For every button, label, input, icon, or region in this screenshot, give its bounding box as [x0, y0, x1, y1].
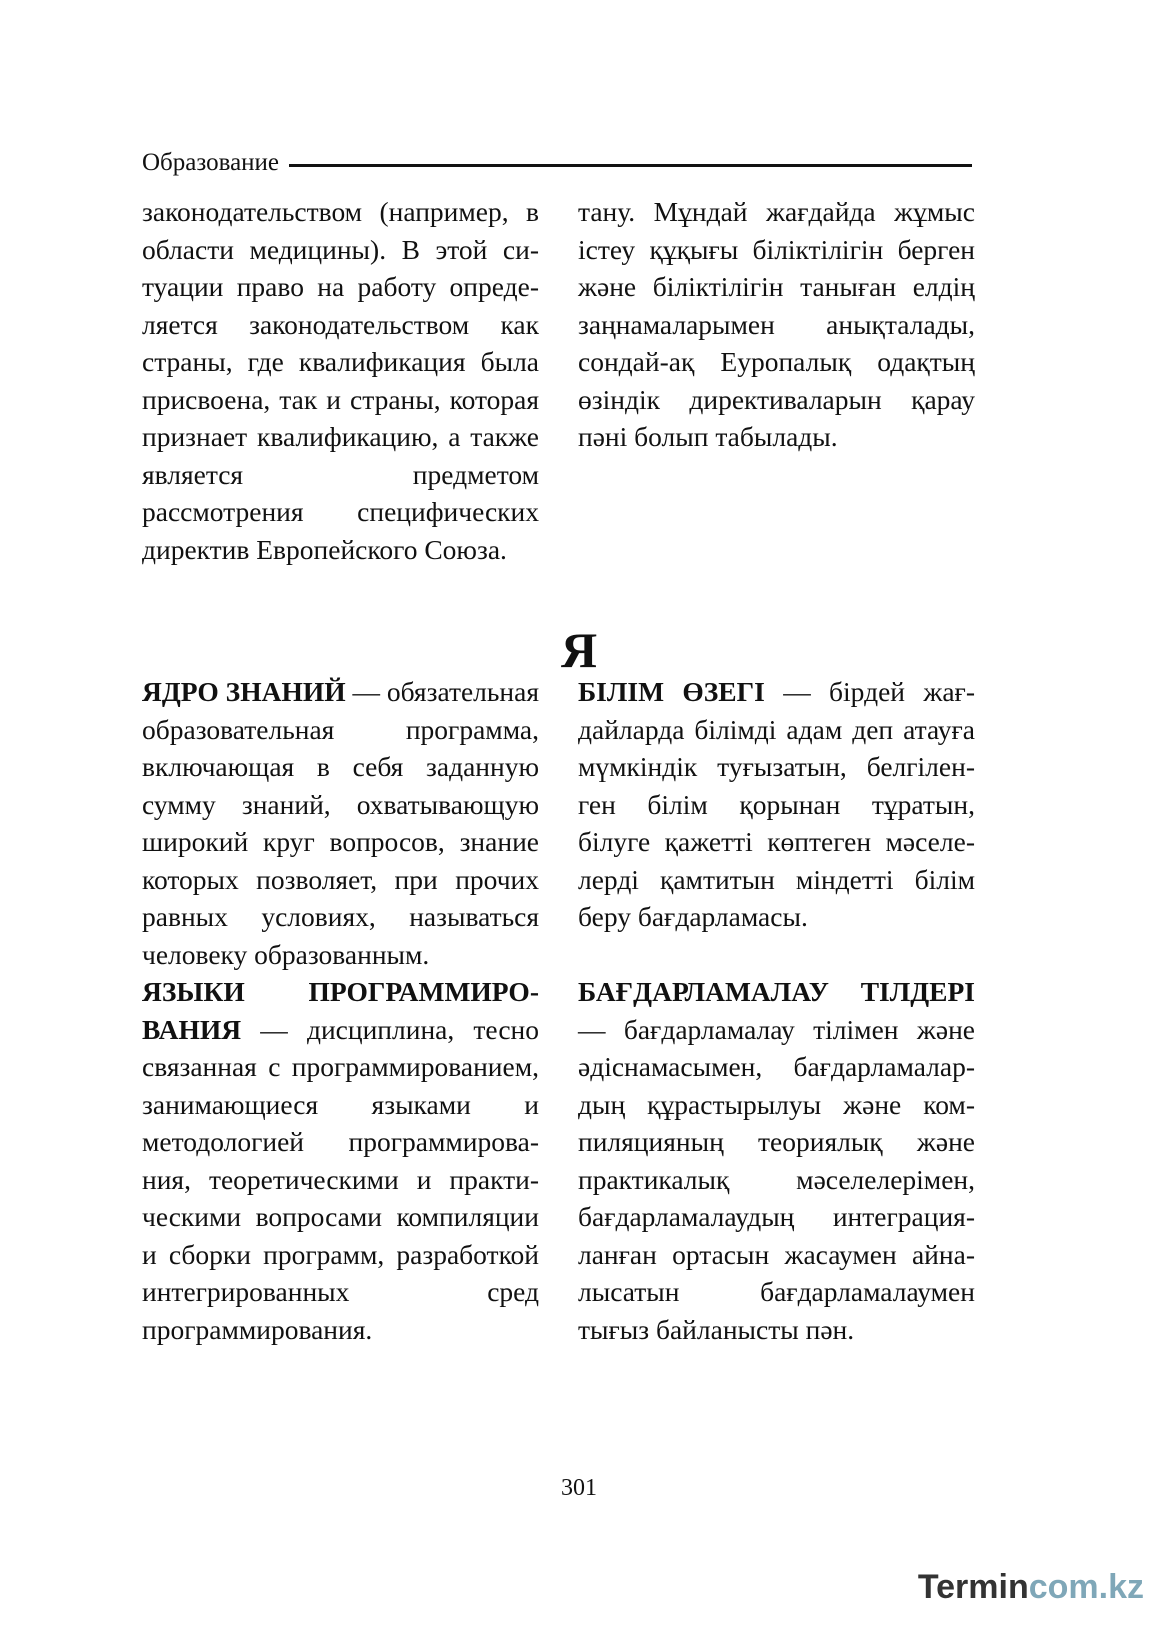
section-title: Образование [142, 149, 280, 176]
running-head [142, 148, 972, 178]
header-rule [289, 164, 972, 167]
section-letter: Я [560, 622, 598, 678]
entry-term: ЯДРО ЗНАНИЙ [142, 676, 346, 707]
entry-definition: — дисциплина, тесно связанная с программированием, занимающиеся языками и методологией программирования, теоретическими и практическими вопросами компиляции и сборки программ, разработкой интегрированных сред программирования. [142, 1013, 539, 1345]
top-left-column [142, 193, 539, 568]
entry-bagdarlamalau-tilderi [578, 973, 975, 1348]
entry-definition: — обязательная образовательная программа, включающая в себя заданную сумму знаний, охватывающую широкий круг вопросов, знание которых позволяет, при прочих равных условиях, называться человеку образованным. [142, 676, 539, 970]
entry-term: БІЛІМ ӨЗЕГІ [578, 676, 765, 707]
watermark-part-1: Termin [917, 1568, 1029, 1606]
continued-text-ru: законодательством (например, в области медицины). В этой ситуации право на работу определяется законодательством как страны, где квалификация была присвоена, так и страны, которая признает квалификацию, а также является предметом рассмотрения специфических директив Европейского Союза. [142, 196, 539, 565]
entry-bilim-ozegi [578, 673, 975, 936]
entry-yazyki-programmirovaniya [142, 973, 539, 1348]
entry-term: БАҒДАРЛАМАЛАУ ТІЛДЕРІ [578, 976, 975, 1007]
page-number: 301 [561, 1475, 597, 1501]
entry-term: ЯЗЫКИ ПРОГРАММИРОВАНИЯ [142, 976, 539, 1045]
top-right-column [578, 193, 975, 456]
continued-text-kz: тану. Мұндай жағдайда жұмыс істеу құқығы біліктілігін берген және біліктілігін таныған елдің заңнамаларымен анықталады, сондай-ақ Еуропалық одақтың өзіндік директиваларын қарау пәні болып табылады. [578, 196, 975, 452]
entry-yadro-znaniy [142, 673, 539, 973]
entry-definition: — бірдей жағдайларда білімді адам деп атауға мүмкіндік туғызатын, белгіленген білім қорынан тұратын, білуге қажетті көптеген мәселелерді қамтитын міндетті білім беру бағдарламасы. [578, 676, 976, 932]
watermark-part-2: com.kz [1028, 1568, 1144, 1606]
entry-definition: — бағдарламалау тілімен және әдіснамасымен, бағдарламалардың құрастырылуы және компиляцияның теориялық және практикалық мәселелерімен, бағдарламалаудың интеграцияланған ортасын жасаумен айналысатын бағдарламалаумен тығыз байланысты пән. [578, 1013, 975, 1345]
watermark-logo [918, 1568, 1144, 1607]
